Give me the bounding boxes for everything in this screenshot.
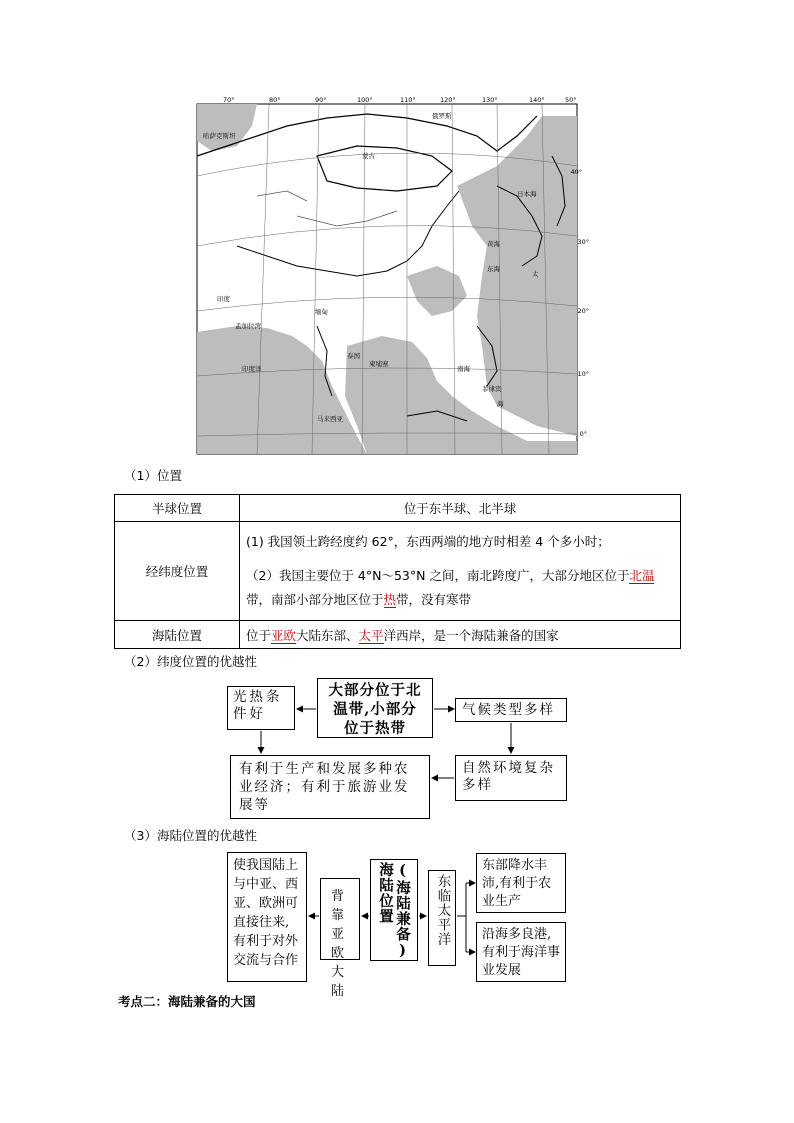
footer-heading: 考点二：海陆兼备的大国 bbox=[118, 994, 256, 1009]
place-mongolia: 蒙古 bbox=[362, 152, 375, 160]
place-malaysia: 马来西亚 bbox=[317, 415, 343, 423]
box-light-heat: 光热条件好 bbox=[227, 686, 295, 730]
place-myanmar: 缅甸 bbox=[315, 308, 328, 316]
lon-label: 80° bbox=[269, 96, 281, 104]
place-kazakh: 哈萨克斯坦 bbox=[203, 132, 236, 140]
lat-label: 40° bbox=[570, 168, 582, 176]
place-east-sea: 东海 bbox=[487, 265, 500, 273]
latitude-text-2: 带，南部小部分地区位于 bbox=[246, 592, 384, 607]
box-land-exchange: 使我国陆上与中亚、西亚、欧洲可直接往来,有利于对外交流与合作 bbox=[227, 852, 307, 982]
row-header: 经纬度位置 bbox=[115, 522, 240, 621]
box-climate-types: 气候类型多样 bbox=[455, 698, 567, 722]
place-bengal: 孟加拉湾 bbox=[235, 322, 261, 330]
place-thailand: 泰国 bbox=[347, 352, 360, 360]
lat-label: 20° bbox=[577, 307, 589, 315]
box-back-eurasia: 背靠亚欧大陆 bbox=[320, 878, 360, 960]
lon-label: 130° bbox=[482, 96, 498, 104]
box-latitude-center: 大部分位于北温带,小部分位于热带 bbox=[317, 678, 433, 738]
lon-label: 90° bbox=[315, 96, 327, 104]
highlight-tropical: 热 bbox=[383, 592, 397, 607]
sea-land-text-1: 位于 bbox=[246, 627, 272, 643]
box-harbors: 沿海多良港,有利于海洋事业发展 bbox=[476, 922, 566, 982]
highlight-north-temperate: 北温 bbox=[629, 568, 655, 583]
lon-label: 50° bbox=[565, 96, 577, 104]
box-complex-environment: 自然环境复杂多样 bbox=[455, 755, 567, 801]
latitude-text-1: （2）我国主要位于 4°N～53°N 之间，南北跨度广，大部分地区位于 bbox=[246, 568, 630, 583]
sea-land-center-text: (海陆兼备)海陆位置 bbox=[377, 862, 411, 960]
row-content: 位于东半球、北半球 bbox=[240, 495, 681, 522]
box-rainfall: 东部降水丰沛,有利于农业生产 bbox=[476, 853, 566, 913]
lon-label: 140° bbox=[529, 96, 545, 104]
highlight-eurasia: 亚欧 bbox=[271, 627, 297, 643]
latitude-text-3: 带，没有寒带 bbox=[396, 592, 472, 607]
place-indian-ocean: 印度洋 bbox=[242, 365, 262, 373]
longitude-text: (1) 我国领土跨经度约 62°，东西两端的地方时相差 4 个多小时； bbox=[246, 534, 610, 549]
lon-label: 100° bbox=[357, 96, 373, 104]
east-pacific-text: 东临太平洋 bbox=[434, 874, 451, 947]
row-header: 半球位置 bbox=[115, 495, 240, 522]
box-agriculture: 有利于生产和发展多种农业经济；有利于旅游业发展等 bbox=[230, 755, 430, 819]
section1-heading: （1）位置 bbox=[124, 468, 182, 483]
row-header: 海陆位置 bbox=[115, 621, 240, 649]
place-india: 印度 bbox=[217, 295, 230, 303]
place-yellow-sea: 黄海 bbox=[487, 240, 500, 248]
lon-label: 110° bbox=[400, 96, 416, 104]
place-sea: 海 bbox=[497, 400, 504, 408]
place-south-sea: 南海 bbox=[457, 365, 470, 373]
lon-label: 120° bbox=[440, 96, 456, 104]
sea-land-text-2: 大陆东部、 bbox=[296, 627, 359, 643]
place-cambodia: 柬埔寨 bbox=[369, 360, 389, 368]
section3-heading: （3）海陆位置的优越性 bbox=[124, 828, 257, 843]
place-russia: 俄罗斯 bbox=[432, 112, 452, 120]
sea-land-text-3: 洋西岸，是一个海陆兼备的国家 bbox=[383, 627, 559, 643]
lon-label: 70° bbox=[223, 96, 235, 104]
place-japan: 日本海 bbox=[517, 190, 537, 198]
lat-label: 30° bbox=[577, 238, 589, 246]
lat-label: 10° bbox=[577, 370, 589, 378]
section2-heading: （2）纬度位置的优越性 bbox=[124, 654, 257, 669]
lat-label: 0° bbox=[579, 430, 587, 438]
place-pacific: 太 bbox=[532, 270, 539, 278]
place-philippines: 菲律宾 bbox=[482, 385, 502, 393]
highlight-pacific: 太平 bbox=[358, 627, 384, 643]
